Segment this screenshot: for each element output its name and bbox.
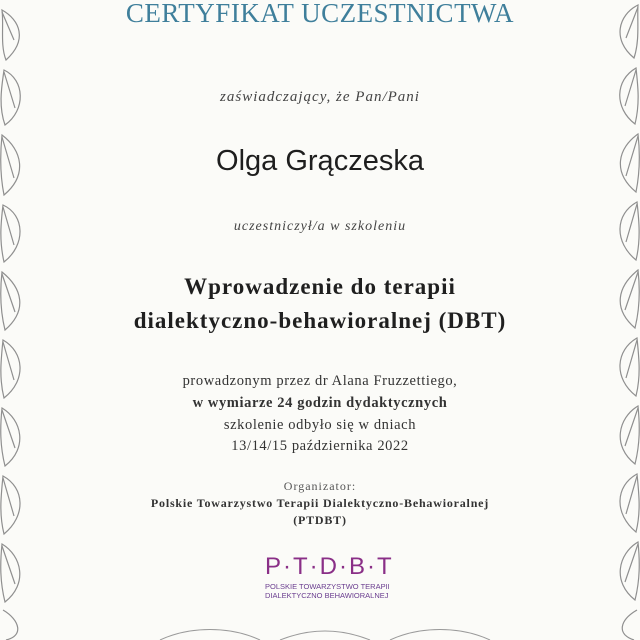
instructor-text: prowadzonym przez dr Alana Fruzzettiego,: [182, 373, 458, 389]
logo-subtitle-line2: DIALEKTYCZNO BEHAWIORALNEJ: [265, 591, 389, 600]
participation-text: uczestniczył/a w szkoleniu: [233, 219, 407, 234]
logo-subtitle-line1: POLSKIE TOWARZYSTWO TERAPII: [265, 582, 390, 591]
hours-text: w wymiarze 24 godzin dydaktycznych: [192, 395, 448, 411]
certificate-content: [40, 0, 600, 640]
certificate-title: CERTYFIKAT UCZESTNICTWA: [125, 0, 515, 28]
leaf-border-right: [610, 0, 640, 640]
organizer-name: Polskie Towarzystwo Terapii Dialektyczno-Behawioralnej: [150, 496, 490, 510]
ptdbt-logo: [265, 553, 394, 601]
logo-letters: P·T·D·B·T: [265, 553, 394, 580]
participant-name: Olga Grączeska: [216, 145, 424, 177]
organizer-abbr: (PTDBT): [293, 513, 347, 527]
course-title-line1: Wprowadzenie do terapii: [184, 274, 456, 299]
course-title: [40, 270, 600, 338]
dates-label: szkolenie odbyło się w dniach: [223, 417, 417, 433]
course-title-line2: dialektyczno-behawioralnej (DBT): [133, 308, 507, 333]
dates-value: 13/14/15 października 2022: [231, 438, 409, 454]
leaf-border-left: [0, 0, 30, 640]
attestation-text: zaświadczający, że Pan/Pani: [220, 89, 420, 105]
organizer-label: Organizator:: [283, 479, 357, 493]
